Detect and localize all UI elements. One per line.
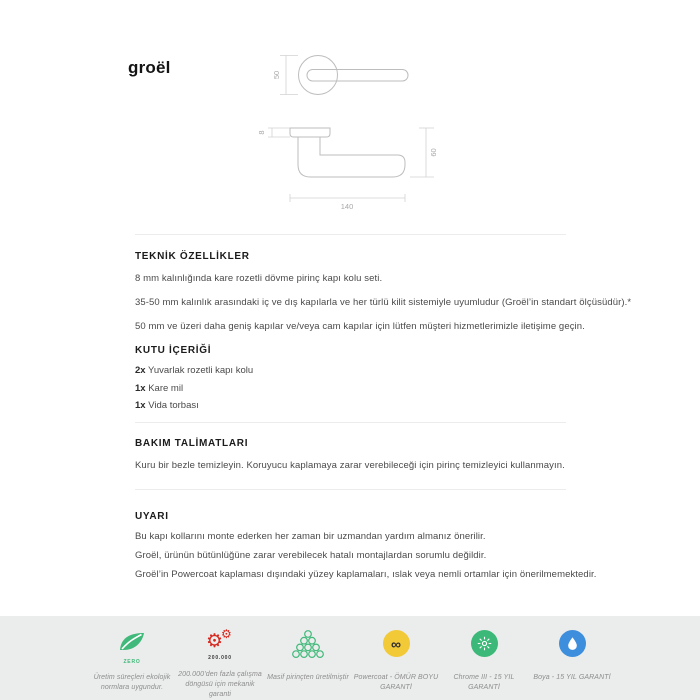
badge-caption: Chrome III - 15 YIL GARANTİ: [453, 674, 515, 692]
spec-paragraph: Bu kapı kollarını monte ederken her zaman bir uzmandan yardım almanız önerilir.: [135, 531, 486, 542]
section-technical-specs: [135, 251, 632, 332]
badge-caption: Powercoat - ÖMÜR BOYU GARANTİ: [353, 674, 439, 692]
brass-pyramid-icon: [292, 630, 324, 663]
section-divider: [135, 234, 566, 235]
section-warning: [135, 511, 605, 580]
badge-solid-brass: [264, 630, 352, 700]
section-title: BAKIM TALİMATLARI: [135, 438, 249, 449]
section-title: TEKNİK ÖZELLİKLER: [135, 251, 250, 262]
cycles-icon-label: 200.000: [208, 655, 232, 661]
dim-rosette-thickness: 8: [257, 130, 266, 135]
spec-paragraph: 50 mm ve üzeri daha geniş kapılar ve/veya cam kapılar için lütfen müşteri hizmetlerimizle iletişime geçin.: [135, 321, 585, 332]
item-label: Yuvarlak rozetli kapı kolu: [148, 365, 254, 376]
eco-icon-label: ZERO: [123, 659, 141, 665]
section-title: UYARI: [135, 511, 169, 522]
section-box-contents: [135, 345, 605, 411]
dim-projection: 60: [429, 148, 438, 157]
spec-paragraph: Kuru bir bezle temizleyin. Koruyucu kaplamaya zarar verebileceği için pirinç temizleyici kullanmayın.: [135, 460, 565, 471]
powercoat-infinity-icon: ∞: [383, 630, 410, 657]
section-care-instructions: [135, 438, 605, 471]
dim-length: 140: [340, 202, 354, 211]
chrome-finish-icon: [471, 630, 498, 657]
technical-drawing: [250, 45, 460, 215]
gears-icon: ⚙ ⚙: [206, 627, 232, 652]
list-item: [135, 383, 605, 394]
list-item: [135, 400, 605, 411]
spec-content: [135, 234, 632, 580]
rosette-side-outline: [290, 128, 330, 137]
badge-powercoat-warranty: [352, 630, 440, 700]
badge-paint-warranty: [528, 630, 616, 700]
item-quantity: 1x: [135, 383, 146, 394]
item-label: Kare mil: [148, 383, 184, 394]
badge-caption: Boya - 15 YIL GARANTİ: [533, 674, 611, 681]
spec-paragraph: 8 mm kalınlığında kare rozetli dövme pirinç kapı kolu seti.: [135, 273, 383, 284]
badge-mechanical-warranty: [176, 627, 264, 700]
item-quantity: 1x: [135, 400, 146, 411]
lever-side-outline: [298, 137, 405, 177]
section-divider: [135, 422, 566, 423]
badge-eco: [88, 630, 176, 700]
spec-paragraph: 35-50 mm kalınlık arasındaki iç ve dış kapılarla ve her türlü kilit sistemiyle uyumludur (Groël’in standart ölçüsüdür).*: [135, 297, 632, 308]
spec-paragraph: Groël, ürünün bütünlüğüne zarar verebilecek hatalı montajlardan sorumlu değildir.: [135, 550, 487, 561]
item-label: Vida torbası: [148, 400, 199, 411]
dim-rosette-diameter: 50: [272, 70, 281, 80]
badge-caption: Üretim süreçleri ekolojik normlara uygundur.: [93, 674, 171, 692]
paint-finish-icon: [559, 630, 586, 657]
rosette-outline: [299, 56, 338, 95]
badge-chrome-warranty: [440, 630, 528, 700]
eco-leaf-icon: [117, 630, 147, 658]
section-divider: [135, 489, 566, 490]
certification-footer: [0, 616, 700, 700]
item-quantity: 2x: [135, 365, 146, 376]
side-view: [257, 128, 438, 211]
lever-outline: [307, 70, 408, 82]
front-view: [272, 56, 408, 95]
badge-caption: Masif pirinçten üretilmiştir: [267, 674, 349, 681]
brand-logo: groël: [128, 58, 171, 77]
spec-paragraph: Groël’in Powercoat kaplaması dışındaki yüzey kaplamaları, ıslak veya nemli ortamlar için önerilmemektedir.: [135, 569, 597, 580]
section-title: KUTU İÇERİĞİ: [135, 345, 212, 356]
badge-caption: 200.000’den fazla çalışma döngüsü için mekanik garanti: [178, 670, 262, 698]
list-item: [135, 365, 605, 376]
